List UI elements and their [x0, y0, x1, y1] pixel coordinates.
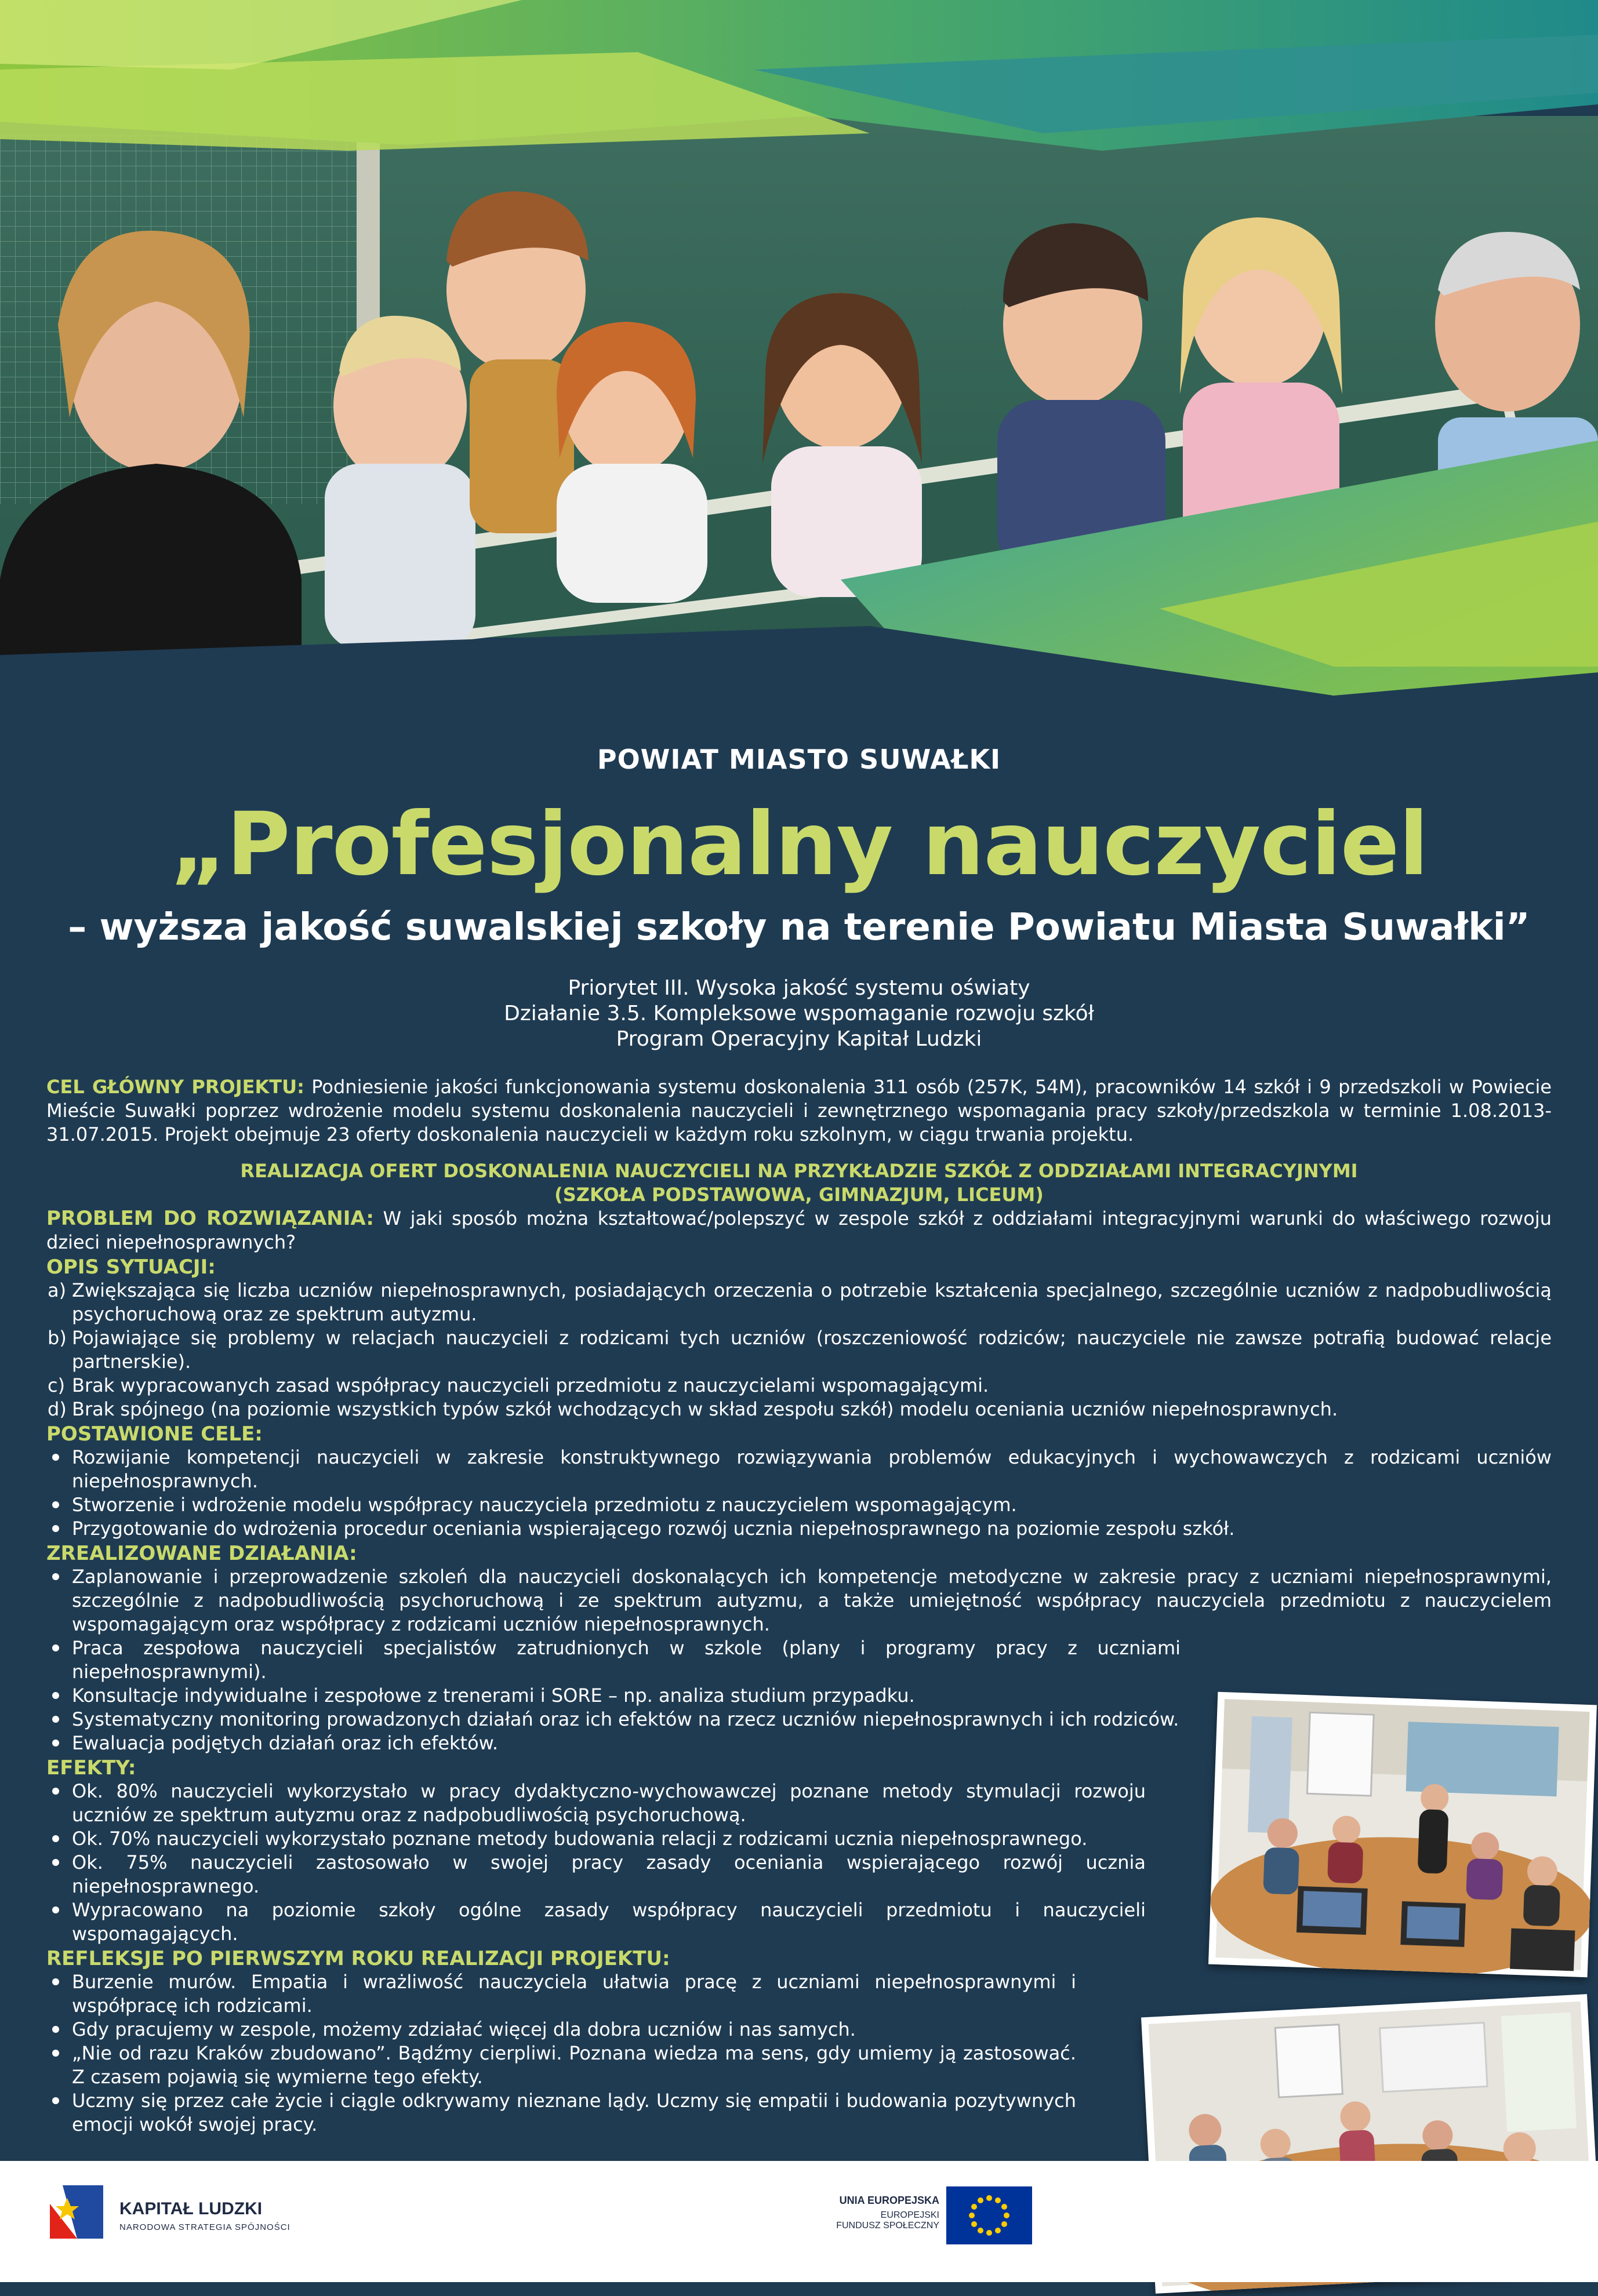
realization-line-2: (SZKOŁA PODSTAWOWA, GIMNAZJUM, LICEUM): [554, 1184, 1044, 1206]
list-item: Ok. 80% nauczycieli wykorzystało w pracy dydaktyczno-wychowawczej poznane metody stymulacji rozwoju uczniów ze spektrum autyzmu oraz z nadpobudliwością psychoruchową.: [46, 1780, 1146, 1827]
goals-list: [46, 1446, 1552, 1541]
problem-heading: PROBLEM DO ROZWIĄZANIA:: [46, 1207, 374, 1230]
bullet-icon: [52, 1692, 59, 1699]
effects-heading: EFEKTY:: [46, 1756, 136, 1780]
list-item: Przygotowanie do wdrożenia procedur oceniania wspierającego rozwój ucznia niepełnosprawnego na poziomie zespołu szkół.: [46, 1517, 1552, 1541]
list-item: c) Brak wypracowanych zasad współpracy nauczycieli przedmiotu z nauczycielami wspomagającymi.: [48, 1374, 989, 1396]
footer-logos: [0, 2161, 1598, 2282]
list-item: Uczmy się przez całe życie i ciągle odkrywamy nieznane lądy. Uczmy się empatii i budowania pozytywnych emocji wokół swojej pracy.: [46, 2089, 1076, 2137]
list-item: b) Pojawiające się problemy w relacjach nauczycieli z rodzicami tych uczniów (roszczeniowość rodziców; nauczyciele nie zawsze potrafią budować relacje partnerskie).: [48, 1327, 1552, 1373]
bullet-icon: [52, 1573, 59, 1580]
realization-line-1: REALIZACJA OFERT DOSKONALENIA NAUCZYCIELI NA PRZYKŁADZIE SZKÓŁ Z ODDZIAŁAMI INTEGRACYJNYMI: [240, 1160, 1358, 1182]
bullet-icon: [52, 2097, 59, 2104]
list-item: Konsultacje indywidualne i zespołowe z trenerami i SORE – np. analiza studium przypadku.: [46, 1684, 1181, 1708]
list-item: Ok. 70% nauczycieli wykorzystało poznane metody budowania relacji z rodzicami ucznia niepełnosprawnego.: [46, 1827, 1146, 1851]
list-item: Praca zespołowa nauczycieli specjalistów zatrudnionych w szkole (plany i programy pracy z uczniami niepełnosprawnymi).: [46, 1636, 1181, 1684]
program-info: [0, 976, 1598, 1052]
bullet-icon: [52, 1644, 59, 1651]
effects-list: [46, 1780, 1146, 1946]
bullet-icon: [52, 2050, 59, 2057]
list-item: Stworzenie i wdrożenie modelu współpracy nauczyciela przedmiotu z nauczycielem wspomagającym.: [46, 1493, 1552, 1517]
county-heading: POWIAT MIASTO SUWAŁKI: [597, 744, 1001, 775]
bullet-icon: [52, 1835, 59, 1842]
goal-heading: CEL GŁÓWNY PROJEKTU:: [46, 1076, 304, 1098]
list-item: Zaplanowanie i przeprowadzenie szkoleń dla nauczycieli doskonalących ich kompetencje metodyczne w zakresie pracy z uczniami niepełnosprawnymi, szczególnie z nadpobudliwością psychoruchową i ze spektrum autyzmu, a także umiejętność współpracy nauczyciela przedmiotu z nauczycielem wspomagającym oraz współpracy z rodzicami uczniów niepełnosprawnych.: [46, 1565, 1552, 1636]
realization-heading: [46, 1159, 1552, 1207]
list-item: Ok. 75% nauczycieli zastosowało w swojej pracy zasady oceniania wspierającego rozwój ucznia niepełnosprawnego.: [46, 1851, 1146, 1898]
eu-text: [800, 2195, 939, 2231]
bullet-icon: [52, 1740, 59, 1746]
banner-photo: [0, 0, 1598, 742]
kapital-ludzki-logo-icon: [45, 2181, 109, 2244]
bullet-icon: [52, 1454, 59, 1461]
banner-photo-art: [0, 0, 1598, 742]
goals-heading: POSTAWIONE CELE:: [46, 1422, 263, 1446]
actions-heading: ZREALIZOWANE DZIAŁANIA:: [46, 1542, 357, 1565]
program-priority: Priorytet III. Wysoka jakość systemu oświaty: [568, 976, 1030, 1000]
eu-name: UNIA EUROPEJSKA: [839, 2195, 939, 2206]
bullet-icon: [52, 2026, 59, 2033]
program-name: Program Operacyjny Kapitał Ludzki: [616, 1027, 982, 1051]
list-item: Ewaluacja podjętych działań oraz ich efektów.: [46, 1731, 1181, 1755]
goal-paragraph: [46, 1075, 1552, 1147]
bullet-icon: [52, 1501, 59, 1508]
list-item: Rozwijanie kompetencji nauczycieli w zakresie konstruktywnego rozwiązywania problemów edukacyjnych i wychowawczych z rodzicami uczniów niepełnosprawnych.: [46, 1446, 1552, 1493]
classroom-photo-1: [1208, 1692, 1597, 1978]
poster-title: „Profesjonalny nauczyciel: [170, 794, 1428, 895]
main-content: [46, 1075, 1552, 2137]
goal-text: Podniesienie jakości funkcjonowania systemu doskonalenia 311 osób (257K, 54M), pracowników 14 szkół i 9 przedszkoli w Powiecie Mieście Suwałki poprzez wdrożenie modelu systemu doskonalenia nauczycieli i zewnętrznego wspomagania pracy szkoły/przedszkola w terminie 1.08.2013-31.07.2015. Projekt obejmuje 23 oferty doskonalenia nauczycieli w każdym roku szkolnym, w ciągu trwania projektu.: [46, 1076, 1552, 1145]
reflections-heading: REFLEKSJE PO PIERWSZYM ROKU REALIZACJI PROJEKTU:: [46, 1947, 670, 1970]
list-item: Systematyczny monitoring prowadzonych działań oraz ich efektów na rzecz uczniów niepełnosprawnych i ich rodziców.: [46, 1708, 1181, 1731]
situation-heading: OPIS SYTUACJI:: [46, 1256, 216, 1279]
kapital-ludzki-name: KAPITAŁ LUDZKI: [119, 2199, 263, 2218]
classroom-photo-1-art: [1208, 1692, 1597, 1978]
list-item: d) Brak spójnego (na poziomie wszystkich typów szkół wchodzących w skład zespołu szkół) modelu oceniania uczniów niepełnosprawnych.: [48, 1398, 1338, 1420]
bullet-icon: [52, 1859, 59, 1866]
poster-subtitle: – wyższa jakość suwalskiej szkoły na terenie Powiatu Miasta Suwałki”: [68, 906, 1530, 949]
eu-fund-line-2: FUNDUSZ SPOŁECZNY: [836, 2221, 939, 2230]
problem-text: W jaki sposób można kształtować/polepszyć w zespole szkół z oddziałami integracyjnymi warunki do właściwego rozwoju dzieci niepełnosprawnych?: [46, 1207, 1552, 1253]
situation-list: [46, 1279, 1552, 1421]
bullet-icon: [52, 1525, 59, 1532]
list-item: Wypracowano na poziomie szkoły ogólne zasady współpracy nauczycieli przedmiotu i nauczycieli wspomagających.: [46, 1898, 1146, 1946]
problem-paragraph: [46, 1207, 1552, 1254]
eu-fund-line-1: EUROPEJSKI: [880, 2210, 939, 2220]
eu-flag-icon: [946, 2186, 1032, 2244]
bullet-icon: [52, 1716, 59, 1723]
kapital-ludzki-subtitle: NARODOWA STRATEGIA SPÓJNOŚCI: [119, 2222, 290, 2232]
list-item: Gdy pracujemy w zespole, możemy zdziałać więcej dla dobra uczniów i nas samych.: [46, 2018, 1076, 2042]
program-action: Działanie 3.5. Kompleksowe wspomaganie rozwoju szkół: [504, 1002, 1094, 1025]
list-item: „Nie od razu Kraków zbudowano”. Bądźmy cierpliwi. Poznana wiedza ma sens, gdy umiemy ją zastosować. Z czasem pojawią się wymierne tego efekty.: [46, 2042, 1076, 2089]
list-item: a) Zwiększająca się liczba uczniów niepełnosprawnych, posiadających orzeczenia o potrzebie kształcenia specjalnego, szczególnie uczniów z nadpobudliwością psychoruchową oraz ze spektrum autyzmu.: [48, 1279, 1552, 1325]
kapital-ludzki-logo: [45, 2181, 109, 2244]
bullet-icon: [52, 1906, 59, 1913]
reflections-list: [46, 1970, 1076, 2137]
list-item: Burzenie murów. Empatia i wrażliwość nauczyciela ułatwia pracę z uczniami niepełnosprawnymi i współpracę ich rodzicami.: [46, 1970, 1076, 2018]
bullet-icon: [52, 1978, 59, 1985]
bullet-icon: [52, 1788, 59, 1795]
eu-flag: [946, 2186, 1032, 2244]
